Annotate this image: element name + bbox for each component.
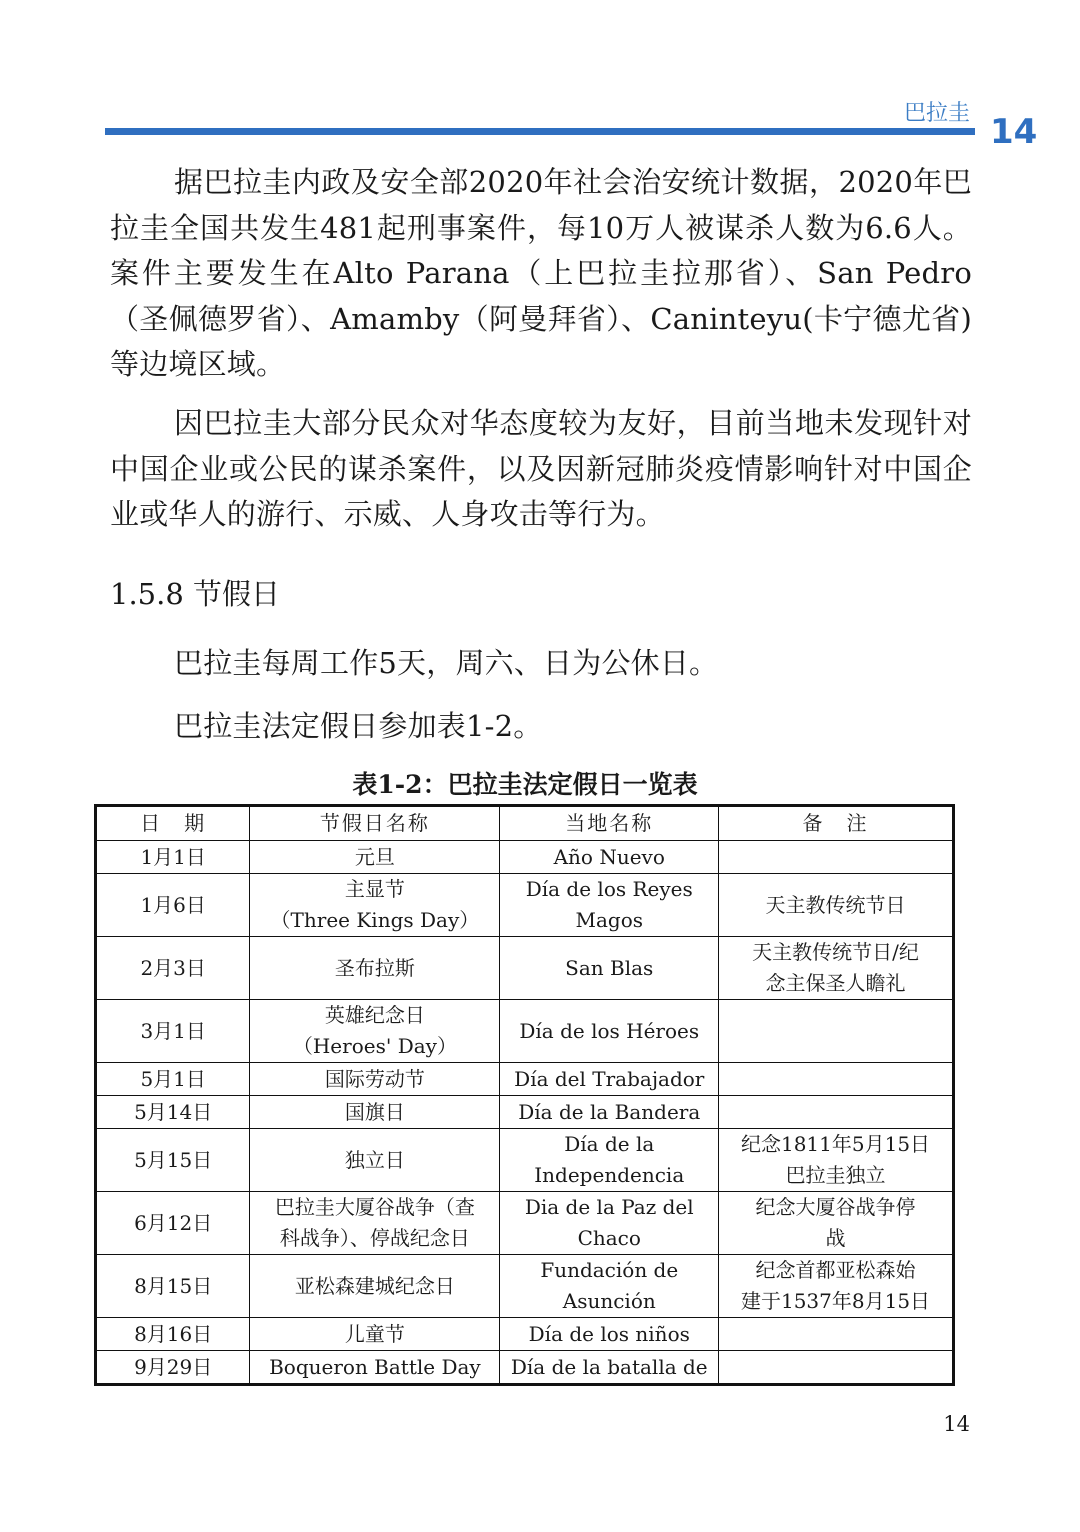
section-heading-holidays: 1.5.8 节假日	[110, 577, 281, 611]
header-date: 日 期	[96, 806, 250, 841]
cell-date: 1月6日	[96, 874, 250, 937]
cell-date: 9月29日	[96, 1351, 250, 1385]
header-local-name: 当地名称	[500, 806, 719, 841]
cell-local-name: Día de la Independencia	[500, 1129, 719, 1192]
table-row	[96, 1255, 954, 1318]
cell-date: 2月3日	[96, 937, 250, 1000]
table-row	[96, 937, 954, 1000]
cell-note	[719, 841, 954, 874]
table-row	[96, 1129, 954, 1192]
table-row	[96, 1000, 954, 1063]
table-caption: 表1-2：巴拉圭法定假日一览表	[352, 770, 698, 799]
cell-date: 5月1日	[96, 1063, 250, 1096]
cell-local-name: Día de la Bandera	[500, 1096, 719, 1129]
cell-date: 8月15日	[96, 1255, 250, 1318]
cell-local-name: Día de la batalla de	[500, 1351, 719, 1385]
cell-note: 纪念首都亚松森始 建于1537年8月15日	[719, 1255, 954, 1318]
header-page-number: 14	[990, 112, 1038, 152]
table-row	[96, 1063, 954, 1096]
cell-holiday-name: Boqueron Battle Day	[250, 1351, 500, 1385]
cell-holiday-name: 元旦	[250, 841, 500, 874]
paragraph-table-ref: 巴拉圭法定假日参加表1-2。	[174, 709, 543, 743]
footer-page-number: 14	[943, 1412, 970, 1436]
holiday-table	[94, 804, 955, 1386]
cell-note: 纪念1811年5月15日 巴拉圭独立	[719, 1129, 954, 1192]
table-row	[96, 1096, 954, 1129]
cell-holiday-name: 国旗日	[250, 1096, 500, 1129]
cell-note	[719, 1000, 954, 1063]
cell-local-name: Fundación de Asunción	[500, 1255, 719, 1318]
cell-note: 天主教传统节日	[719, 874, 954, 937]
cell-local-name: Año Nuevo	[500, 841, 719, 874]
cell-note	[719, 1063, 954, 1096]
cell-holiday-name: 英雄纪念日 （Heroes' Day）	[250, 1000, 500, 1063]
cell-holiday-name: 巴拉圭大厦谷战争（查 科战争）、停战纪念日	[250, 1192, 500, 1255]
cell-date: 8月16日	[96, 1318, 250, 1351]
cell-local-name: San Blas	[500, 937, 719, 1000]
paragraph-workweek: 巴拉圭每周工作5天，周六、日为公休日。	[174, 646, 719, 680]
header-rule	[105, 128, 975, 135]
table-row	[96, 841, 954, 874]
cell-note	[719, 1318, 954, 1351]
cell-date: 3月1日	[96, 1000, 250, 1063]
cell-holiday-name: 圣布拉斯	[250, 937, 500, 1000]
paragraph-attitude: 因巴拉圭大部分民众对华态度较为友好，目前当地未发现针对中国企业或公民的谋杀案件，以及因新冠肺炎疫情影响针对中国企业或华人的游行、示威、人身攻击等行为。	[110, 406, 972, 531]
table-row	[96, 1192, 954, 1255]
cell-local-name: Dia de la Paz del Chaco	[500, 1192, 719, 1255]
cell-note	[719, 1351, 954, 1385]
cell-note: 纪念大厦谷战争停 战	[719, 1192, 954, 1255]
cell-note: 天主教传统节日/纪 念主保圣人瞻礼	[719, 937, 954, 1000]
cell-holiday-name: 主显节 （Three Kings Day）	[250, 874, 500, 937]
table-header-row	[96, 806, 954, 841]
cell-local-name: Día de los Reyes Magos	[500, 874, 719, 937]
cell-date: 6月12日	[96, 1192, 250, 1255]
table-row	[96, 874, 954, 937]
table-row	[96, 1318, 954, 1351]
cell-holiday-name: 国际劳动节	[250, 1063, 500, 1096]
cell-note	[719, 1096, 954, 1129]
cell-holiday-name: 儿童节	[250, 1318, 500, 1351]
cell-local-name: Día de los Héroes	[500, 1000, 719, 1063]
cell-local-name: Día del Trabajador	[500, 1063, 719, 1096]
cell-holiday-name: 独立日	[250, 1129, 500, 1192]
header-note: 备 注	[719, 806, 954, 841]
paragraph-crime-stats: 据巴拉圭内政及安全部2020年社会治安统计数据，2020年巴拉圭全国共发生481起刑事案件，每10万人被谋杀人数为6.6人。案件主要发生在Alto Parana（上巴拉圭拉那省）、San Pedro（圣佩德罗省）、Amamby（阿曼拜省）、Caninteyu(卡宁德尤省)等边境区域。	[110, 165, 972, 381]
cell-date: 1月1日	[96, 841, 250, 874]
cell-holiday-name: 亚松森建城纪念日	[250, 1255, 500, 1318]
cell-date: 5月14日	[96, 1096, 250, 1129]
cell-date: 5月15日	[96, 1129, 250, 1192]
cell-local-name: Día de los niños	[500, 1318, 719, 1351]
table-body	[96, 841, 954, 1385]
header-country-label: 巴拉圭	[903, 101, 970, 126]
table-row	[96, 1351, 954, 1385]
header-holiday-name: 节假日名称	[250, 806, 500, 841]
